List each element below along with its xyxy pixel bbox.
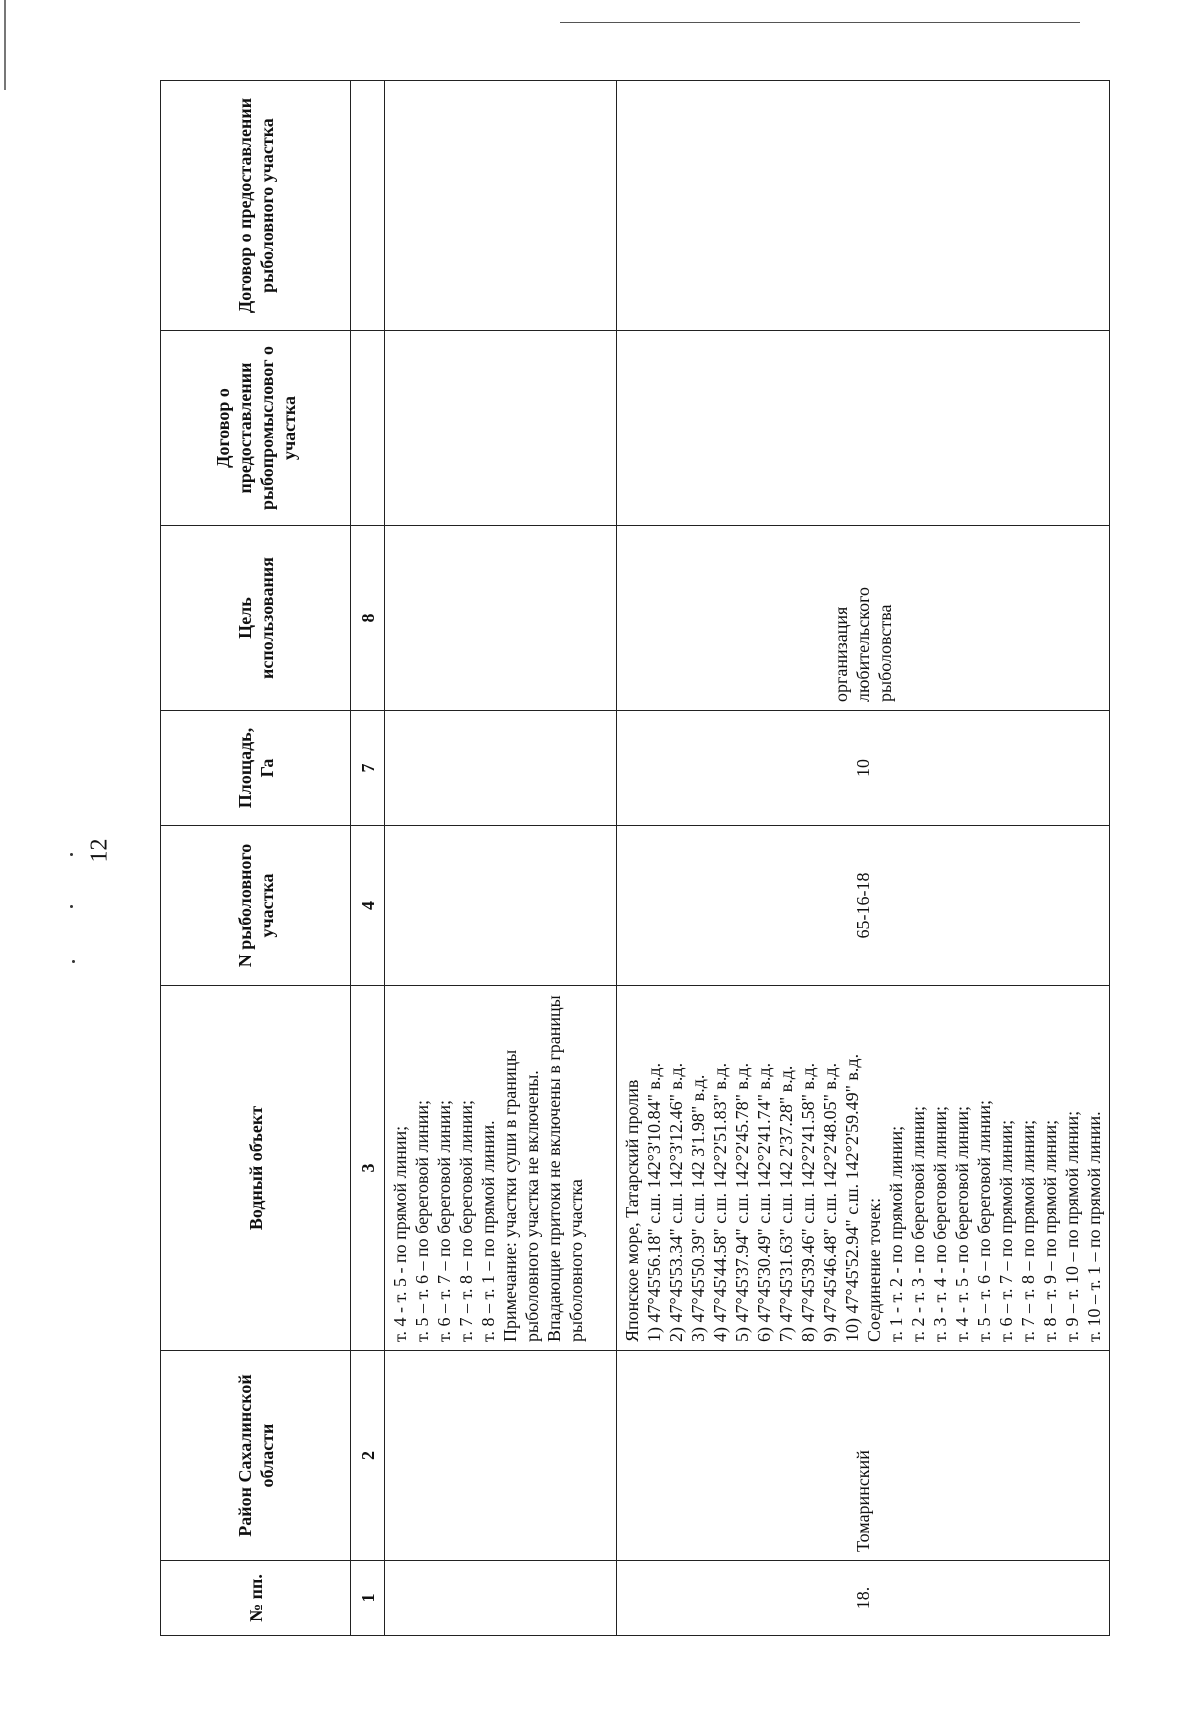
column-number: 2 [351,1351,385,1561]
column-number: 7 [351,711,385,826]
connection-line: т. 1 - т. 2 - по прямой линии; [886,1125,906,1342]
water-line: т. 8 – т. 1 – по прямой линии. [478,1120,498,1342]
water-object-cell [385,986,617,1351]
table-cell [385,1561,617,1636]
coordinate-line: 7) 47°45'31.63" с.ш. 142 2'37.28" в.д. [776,1065,796,1342]
column-number [351,81,385,331]
column-number [351,331,385,526]
connection-line: т. 9 – т. 10 – по прямой линии; [1062,1110,1082,1342]
coordinate-line: 10) 47°45'52.94" с.ш. 142°2'59.49" в.д. [842,1053,862,1342]
water-line: Соединение точек: [864,1197,884,1342]
coordinate-line: 2) 47°45'53.34" с.ш. 142°3'12.46" в.д. [666,1062,686,1342]
page-number: 12 [86,838,113,862]
table-cell [617,331,1110,526]
purpose-cell: организация любительского рыболовства [617,526,1110,711]
table-row [617,81,1110,1636]
scan-speck [72,960,75,963]
header-water-object: Водный объект [161,986,351,1351]
column-number-row [351,81,385,1636]
water-line: т. 7 – т. 8 – по береговой линии; [456,1099,476,1342]
water-line: т. 4 - т. 5 - по прямой линии; [390,1125,410,1342]
header-district: Район Сахалинской области [161,1351,351,1561]
page-edge-line-left [4,0,6,90]
water-line: т. 5 – т. 6 – по береговой линии; [412,1099,432,1342]
header-fishing-contract: Договор о предоставлении рыболовного участка [161,81,351,331]
coordinate-line: 6) 47°45'30.49" с.ш. 142°2'41.74" в.д. [754,1062,774,1342]
coordinate-line: 1) 47°45'56.18" с.ш. 142°3'10.84" в.д. [644,1062,664,1342]
parcel-number-cell: 65-16-18 [617,826,1110,986]
column-number: 1 [351,1561,385,1636]
connection-line: т. 2 - т. 3 - по береговой линии; [908,1105,928,1342]
connection-line: т. 10 – т. 1 – по прямой линии. [1084,1111,1104,1342]
table-cell [617,81,1110,331]
table-cell [385,331,617,526]
page-edge-line [560,22,1080,23]
column-number: 3 [351,986,385,1351]
table-cell [385,711,617,826]
header-commercial-contract: Договор о предоставлении рыбопромысловог о участка [161,331,351,526]
connection-line: т. 4 - т. 5 - по береговой линии; [952,1105,972,1342]
coordinate-line: 3) 47°45'50.39" с.ш. 142 3'1.98" в.д. [688,1074,708,1342]
note-text: Примечание: участки суши в границы рыболовного участка не включены. [500,1049,542,1342]
water-line: Японское море, Татарский пролив [622,1079,642,1342]
header-area: Площадь, Га [161,711,351,826]
water-line: т. 6 – т. 7 – по береговой линии; [434,1099,454,1342]
header-num: № пп. [161,1561,351,1636]
column-number: 4 [351,826,385,986]
table-cell [385,526,617,711]
coordinate-line: 5) 47°45'37.94" с.ш. 142°2'45.78" в.д. [732,1062,752,1342]
water-object-cell [617,986,1110,1351]
coordinate-line: 8) 47°45'39.46" с.ш. 142°2'41.58" в.д. [798,1062,818,1342]
area-cell: 10 [617,711,1110,826]
note-text: Впадающие притоки не включены в границы рыболовного участка [544,995,586,1342]
scan-speck [70,905,73,908]
header-purpose: Цель использования [161,526,351,711]
header-parcel-number: N рыболовного участка [161,826,351,986]
header-row [161,81,351,1636]
table-cell [385,1351,617,1561]
table-cell [385,81,617,331]
connection-line: т. 3 - т. 4 - по береговой линии; [930,1105,950,1342]
column-number: 8 [351,526,385,711]
coordinate-line: 4) 47°45'44.58" с.ш. 142°2'51.83" в.д. [710,1062,730,1342]
fishing-plots-table [160,81,1104,1636]
table-cell [385,826,617,986]
district-cell: Томаринский [617,1351,1110,1561]
connection-line: т. 7 – т. 8 – по прямой линии; [1018,1119,1038,1342]
connection-line: т. 8 – т. 9 – по прямой линии; [1040,1119,1060,1342]
coordinate-line: 9) 47°45'46.48" с.ш. 142°2'48.05" в.д. [820,1062,840,1342]
row-number: 18. [617,1561,1110,1636]
connection-line: т. 6 – т. 7 – по прямой линии; [996,1119,1016,1342]
continuation-row [385,81,617,1636]
connection-line: т. 5 – т. 6 – по береговой линии; [974,1099,994,1342]
